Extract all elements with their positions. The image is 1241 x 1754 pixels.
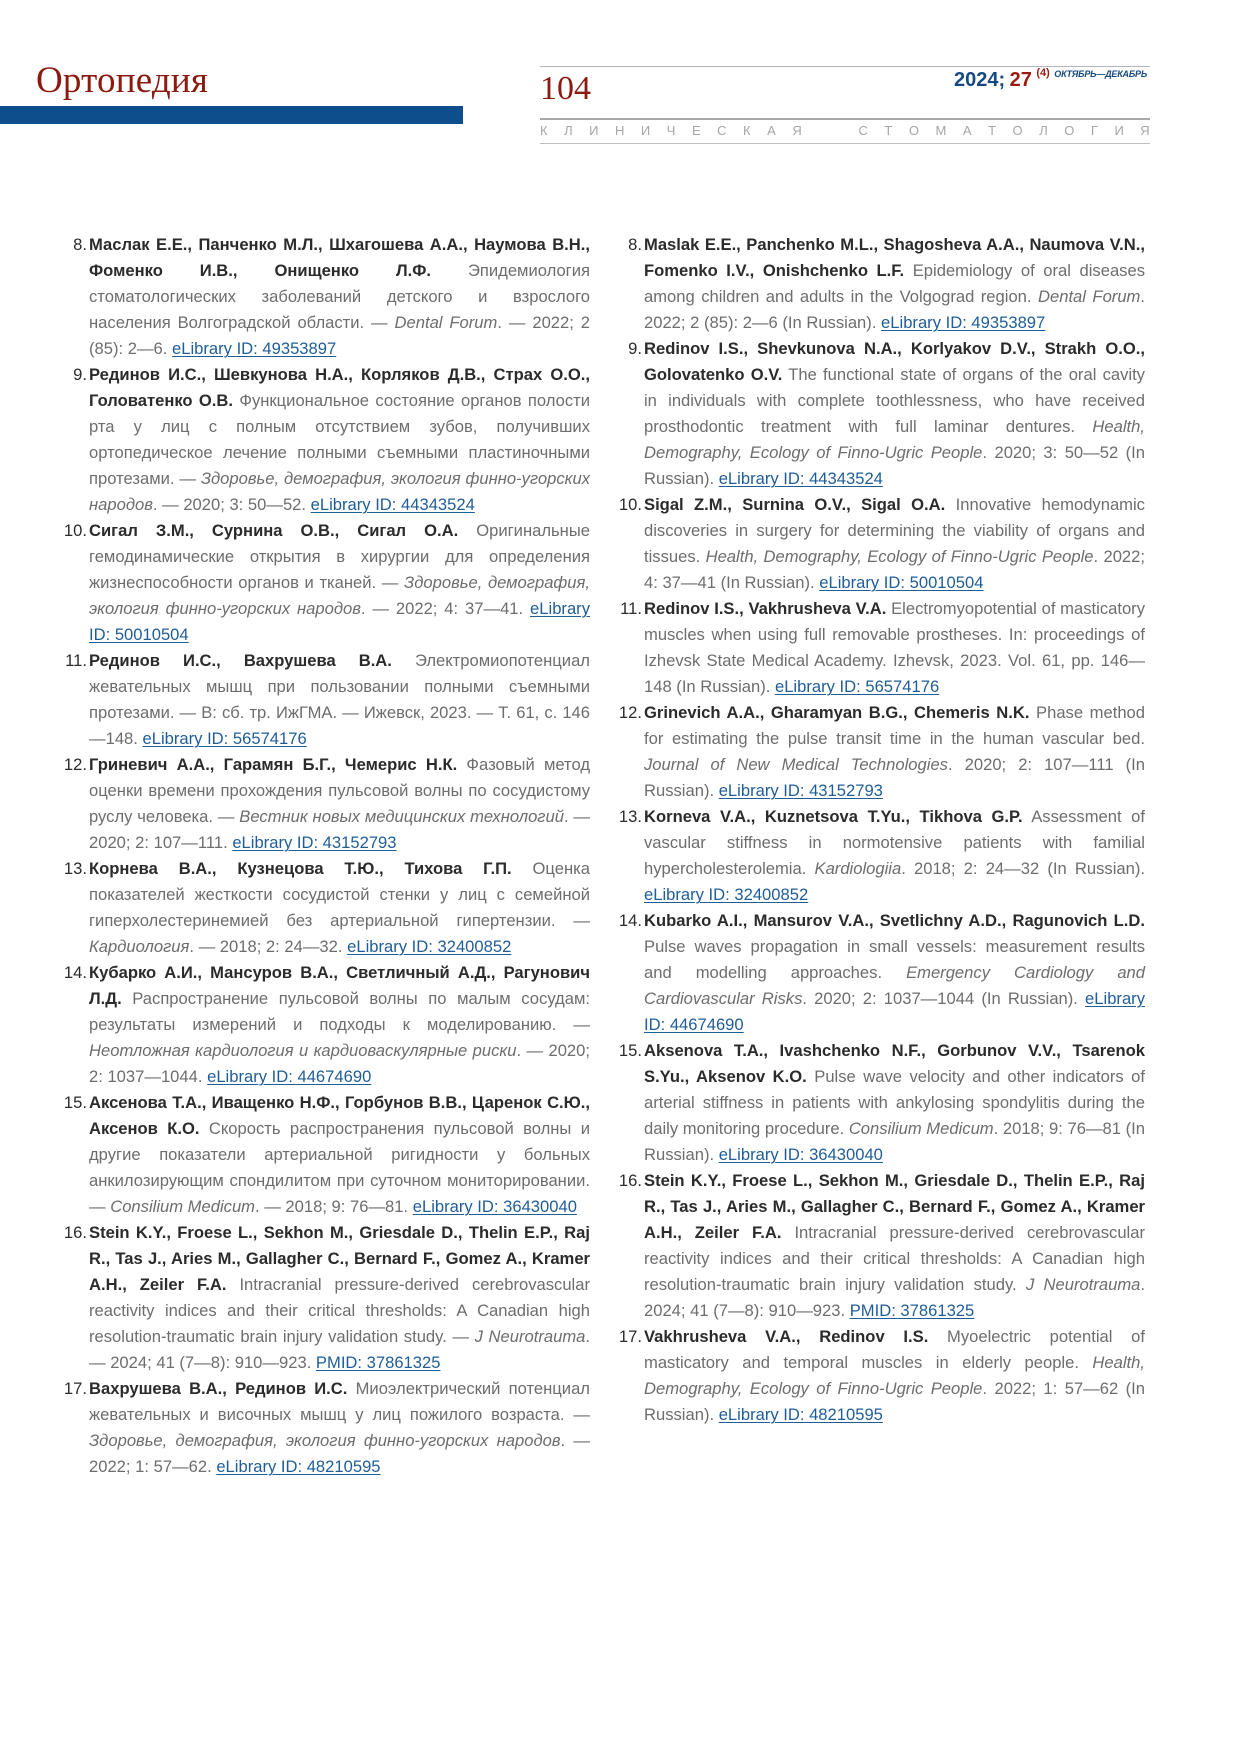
reference-authors: Grinevich A.A., Gharamyan B.G., Chemeris N.K. <box>644 703 1030 722</box>
reference-link[interactable]: eLibrary ID: 50010504 <box>89 599 590 644</box>
reference-item <box>617 1038 1145 1168</box>
reference-item <box>62 856 590 960</box>
issue-year: 2024; <box>954 69 1006 91</box>
reference-link[interactable]: eLibrary ID: 49353897 <box>172 339 337 358</box>
reference-item <box>62 1090 590 1220</box>
reference-title: Оригинальные гемодинамические открытия в хирургии для определения жизнеспособности органов и тканей. — <box>89 521 590 592</box>
references-english <box>617 232 1145 1428</box>
reference-title: Эпидемиология стоматологических заболеваний детского и взрослого населения Волгоградской области. — <box>89 261 590 332</box>
reference-number: 11. <box>620 599 642 618</box>
journal-name-letter: Т <box>988 123 997 138</box>
reference-journal: J Neurotrauma <box>1025 1275 1141 1294</box>
reference-authors: Аксенова Т.А., Иващенко Н.Ф., Горбунов В.В., Царенок С.Ю., Аксенов К.О. <box>89 1093 590 1138</box>
journal-name-letter: О <box>908 123 920 138</box>
reference-item <box>62 1376 590 1480</box>
journal-name-letter: И <box>589 123 599 138</box>
reference-item <box>617 596 1145 700</box>
issue-number: (4) <box>1036 67 1050 79</box>
reference-title: Myoelectric potential of masticatory and temporal muscles in elderly people. <box>644 1327 1145 1372</box>
reference-item <box>617 700 1145 804</box>
reference-authors: Sigal Z.M., Surnina O.V., Sigal O.A. <box>644 495 946 514</box>
reference-title: Intracranial pressure-derived cerebrovascular reactivity indices and their critical thresholds: A Canadian high resolution-traumatic brain injury validation study. — <box>89 1275 590 1346</box>
reference-item <box>617 232 1145 336</box>
reference-journal: Dental Forum <box>394 313 498 332</box>
reference-link[interactable]: eLibrary ID: 32400852 <box>644 885 809 904</box>
journal-name-letter <box>838 124 842 137</box>
journal-name-letter: Т <box>884 123 893 138</box>
reference-journal: Кардиология <box>89 937 190 956</box>
reference-details: . — 2022; 2 (85): 2—6. <box>89 313 590 358</box>
reference-journal: Consilium Medicum <box>848 1119 994 1138</box>
reference-title: Electromyopotential of masticatory muscles when using full removable prostheses. In: proceedings of Izhevsk State Medical Academy. Izhevsk, 2023. Vol. 61, pp. 146—148 (In Russian). <box>644 599 1146 696</box>
reference-link[interactable]: eLibrary ID: 36430040 <box>718 1145 883 1164</box>
journal-name-letter <box>818 124 822 137</box>
reference-journal: Dental Forum <box>1038 287 1141 306</box>
reference-authors: Сигал З.М., Сурнина О.В., Сигал О.А. <box>89 521 459 540</box>
reference-journal: Здоровье, демография, экология финно-угорских народов <box>89 573 590 618</box>
journal-name <box>540 124 1150 137</box>
reference-item <box>617 804 1145 908</box>
section-color-bar <box>0 106 463 124</box>
reference-details: . 2022; 1: 57—62 (In Russian). <box>644 1379 1145 1424</box>
reference-link[interactable]: eLibrary ID: 48210595 <box>718 1405 883 1424</box>
reference-number: 9. <box>628 339 642 358</box>
reference-link[interactable]: eLibrary ID: 44343524 <box>718 469 883 488</box>
journal-name-letter: К <box>743 123 751 138</box>
journal-name-letter: М <box>935 123 947 138</box>
reference-title: Функциональное состояние органов полости рта у лиц с полным отсутствием зубов, получивших ортопедическое лечение полными съемными пластиночными протезами. — <box>89 391 590 488</box>
reference-authors: Aksenova T.A., Ivashchenko N.F., Gorbunov V.V., Tsarenok S.Yu., Aksenov K.O. <box>644 1041 1145 1086</box>
reference-item <box>617 1324 1145 1428</box>
reference-authors: Redinov I.S., Shevkunova N.A., Korlyakov D.V., Strakh O.O., Golovatenko O.V. <box>644 339 1145 384</box>
reference-number: 8. <box>628 235 642 254</box>
journal-name-letter: Г <box>1090 123 1098 138</box>
issue-months: ОКТЯБРЬ—ДЕКАБРЬ <box>1054 69 1147 79</box>
reference-number: 10. <box>618 495 642 514</box>
reference-item <box>62 1220 590 1376</box>
reference-journal: Journal of New Medical Technologies <box>644 755 948 774</box>
reference-link[interactable]: eLibrary ID: 56574176 <box>142 729 307 748</box>
reference-link[interactable]: eLibrary ID: 36430040 <box>412 1197 577 1216</box>
issue-volume: 27 <box>1009 69 1032 91</box>
journal-name-letter: С <box>717 123 727 138</box>
reference-authors: Kubarko A.I., Mansurov V.A., Svetlichny A.D., Ragunovich L.D. <box>644 911 1145 930</box>
journal-name-letter: Я <box>1140 123 1150 138</box>
reference-link[interactable]: eLibrary ID: 48210595 <box>216 1457 381 1476</box>
reference-number: 9. <box>73 365 87 384</box>
reference-details: . — 2020; 3: 50—52. <box>152 495 311 514</box>
reference-number: 13. <box>63 859 87 878</box>
reference-title: Pulse waves propagation in small vessels: measurement results and modelling approaches. <box>644 937 1145 982</box>
reference-number: 12. <box>63 755 87 774</box>
reference-title: Assessment of vascular stiffness in normotensive patients with familial hypercholesterolemia. <box>644 807 1145 878</box>
reference-title: Phase method for estimating the pulse transit time in the human vascular bed. <box>644 703 1146 748</box>
journal-name-letter: О <box>1064 123 1075 138</box>
reference-details: . — 2020; 2: 107—111. <box>89 807 590 852</box>
journal-name-letter: И <box>1114 123 1124 138</box>
reference-item <box>62 648 590 752</box>
journal-name-letter: С <box>858 123 868 138</box>
reference-journal: Здоровье, демография, экология финно-угорских народов <box>89 1431 561 1450</box>
reference-details: . — 2018; 9: 76—81. <box>255 1197 413 1216</box>
journal-name-letter: Е <box>691 123 701 138</box>
reference-journal: Kardiologiia <box>814 859 902 878</box>
reference-details: . — 2020; 2: 1037—1044. <box>89 1041 590 1086</box>
reference-link[interactable]: eLibrary ID: 50010504 <box>819 573 984 592</box>
reference-link[interactable]: eLibrary ID: 49353897 <box>881 313 1046 332</box>
reference-item <box>62 362 590 518</box>
reference-journal: Неотложная кардиология и кардиоваскулярные риски <box>89 1041 517 1060</box>
reference-number: 15. <box>63 1093 87 1112</box>
header-divider-middle <box>540 118 1150 120</box>
journal-name-letter: И <box>640 123 651 138</box>
reference-authors: Маслак Е.Е., Панченко М.Л., Шхагошева А.А., Наумова В.Н., Фоменко И.В., Онищенко Л.Ф. <box>89 235 590 280</box>
reference-number: 10. <box>63 521 87 540</box>
reference-journal: Consilium Medicum <box>110 1197 255 1216</box>
reference-details: . 2018; 2: 24—32 (In Russian). <box>901 859 1145 878</box>
header-divider-top <box>540 66 1150 67</box>
reference-item <box>617 1168 1145 1324</box>
reference-link[interactable]: eLibrary ID: 44674690 <box>644 989 1145 1034</box>
reference-authors: Maslak E.E., Panchenko M.L., Shagosheva A.A., Naumova V.N., Fomenko I.V., Onishchenko L.F. <box>644 235 1145 280</box>
reference-number: 8. <box>73 235 87 254</box>
reference-number: 12. <box>618 703 642 722</box>
reference-link[interactable]: eLibrary ID: 43152793 <box>718 781 883 800</box>
journal-name-letter: К <box>540 123 548 138</box>
reference-number: 11. <box>65 651 87 670</box>
reference-details: . 2020; 3: 50—52 (In Russian). <box>644 443 1145 488</box>
journal-name-letter: А <box>962 123 972 138</box>
reference-item <box>617 492 1145 596</box>
reference-journal: J Neurotrauma <box>474 1327 586 1346</box>
reference-number: 17. <box>63 1379 87 1398</box>
reference-item <box>617 908 1145 1038</box>
journal-name-letter: Я <box>792 123 802 138</box>
journal-name-letter: О <box>1012 123 1023 138</box>
reference-authors: Кубарко А.И., Мансуров В.А., Светличный А.Д., Рагунович Л.Д. <box>89 963 590 1008</box>
reference-journal: Emergency Cardiology and Cardiovascular Risks <box>644 963 1146 1008</box>
reference-journal: Health, Demography, Ecology of Finno-Ugric People <box>644 1353 1145 1398</box>
header-divider-bottom <box>540 143 1150 144</box>
reference-number: 13. <box>618 807 642 826</box>
reference-item <box>62 232 590 362</box>
reference-details: . 2022; 4: 37—41 (In Russian). <box>644 547 1145 592</box>
reference-details: . — 2022; 1: 57—62. <box>89 1431 590 1476</box>
reference-journal: Health, Demography, Ecology of Finno-Ugric People <box>705 547 1094 566</box>
reference-details: . 2020; 2: 107—111 (In Russian). <box>644 755 1145 800</box>
reference-journal: Вестник новых медицинских технологий <box>239 807 564 826</box>
reference-authors: Корнева В.А., Кузнецова Т.Ю., Тихова Г.П. <box>89 859 512 878</box>
reference-title: The functional state of organs of the oral cavity in individuals with complete toothlessness, who have received prosthodontic treatment with full laminar dentures. <box>644 365 1145 436</box>
reference-title: Оценка показателей жесткости сосудистой стенки у лиц с семейной гиперхолестеринемией без артериальной гипертензии. — <box>89 859 590 930</box>
reference-number: 14. <box>618 911 642 930</box>
reference-details: . — 2024; 41 (7—8): 910—923. <box>89 1327 591 1372</box>
reference-link[interactable]: eLibrary ID: 44674690 <box>207 1067 372 1086</box>
reference-authors: Гриневич А.А., Гарамян Б.Г., Чемерис Н.К. <box>89 755 458 774</box>
journal-name-letter: А <box>767 123 776 138</box>
reference-link[interactable]: eLibrary ID: 32400852 <box>347 937 512 956</box>
reference-link[interactable]: eLibrary ID: 56574176 <box>774 677 940 696</box>
reference-details: . 2018; 9: 76—81 (In Russian). <box>644 1119 1145 1164</box>
reference-details: . — 2022; 4: 37—41. <box>360 599 531 618</box>
reference-details: . 2022; 2 (85): 2—6 (In Russian). <box>644 287 1145 332</box>
reference-title: Epidemiology of oral diseases among children and adults in the Volgograd region. <box>644 261 1146 306</box>
section-title: Ортопедия <box>36 60 209 101</box>
journal-name-letter: Л <box>1039 123 1048 138</box>
reference-details: . 2020; 2: 1037—1044 (In Russian). <box>802 989 1086 1008</box>
reference-title: Pulse wave velocity and other indicators of arterial stiffness in patients with ankylosing spondylitis during the daily monitoring procedure. <box>644 1067 1146 1138</box>
references-russian <box>62 232 590 1480</box>
reference-item <box>62 518 590 648</box>
reference-title: Intracranial pressure-derived cerebrovascular reactivity indices and their critical thresholds: A Canadian high resolution-traumatic brain injury validation study. <box>644 1223 1145 1294</box>
reference-authors: Stein K.Y., Froese L., Sekhon M., Griesdale D., Thelin E.P., Raj R., Tas J., Aries M., Gallagher C., Bernard F., Gomez A., Kramer A.H., Zeiler F.A. <box>89 1223 590 1294</box>
reference-title: Innovative hemodynamic discoveries in surgery for determining the viability of organs and tissues. <box>644 495 1145 566</box>
reference-authors: Korneva V.A., Kuznetsova T.Yu., Tikhova G.P. <box>644 807 1023 826</box>
reference-item <box>617 336 1145 492</box>
reference-title: Скорость распространения пульсовой волны и другие показатели артериальной ригидности у больных анкилозирующим спондилитом при суточном мониторировании. — <box>89 1119 590 1216</box>
reference-item <box>62 752 590 856</box>
reference-number: 15. <box>618 1041 642 1060</box>
reference-authors: Рединов И.С., Вахрушева В.А. <box>89 651 392 670</box>
reference-number: 14. <box>63 963 87 982</box>
reference-authors: Stein K.Y., Froese L., Sekhon M., Griesdale D., Thelin E.P., Raj R., Tas J., Aries M., Gallagher C., Bernard F., Gomez A., Kramer A.H., Zeiler F.A. <box>644 1171 1145 1242</box>
reference-number: 16. <box>63 1223 87 1242</box>
issue-info <box>954 67 1147 91</box>
reference-link[interactable]: PMID: 37861325 <box>849 1301 975 1320</box>
reference-details: . — 2018; 2: 24—32. <box>189 937 348 956</box>
reference-number: 17. <box>618 1327 642 1346</box>
reference-title: Распространение пульсовой волны по малым сосудам: результаты измерений и подходы к моделированию. — <box>89 989 590 1034</box>
reference-link[interactable]: eLibrary ID: 44343524 <box>310 495 475 514</box>
reference-authors: Redinov I.S., Vakhrusheva V.A. <box>644 599 887 618</box>
reference-authors: Vakhrusheva V.A., Redinov I.S. <box>644 1327 929 1346</box>
journal-name-letter: Н <box>615 123 625 138</box>
reference-authors: Вахрушева В.А., Рединов И.С. <box>89 1379 348 1398</box>
reference-authors: Рединов И.С., Шевкунова Н.А., Корляков Д.В., Страх О.О., Головатенко О.В. <box>89 365 590 410</box>
reference-number: 16. <box>618 1171 642 1190</box>
reference-title: Электромиопотенциал жевательных мышц при пользовании полными съемными протезами. — В: сб. тр. ИжГМА. — Ижевск, 2023. — Т. 61, с. 146—148. <box>89 651 590 748</box>
reference-link[interactable]: PMID: 37861325 <box>315 1353 441 1372</box>
reference-journal: Health, Demography, Ecology of Finno-Ugric People <box>644 417 1145 462</box>
reference-title: Миоэлектрический потенциал жевательных и височных мышц у лиц пожилого возраста. — <box>89 1379 590 1424</box>
reference-title: Фазовый метод оценки времени прохождения пульсовой волны по сосудистому руслу человека. — <box>89 755 590 826</box>
reference-details: . 2024; 41 (7—8): 910—923. <box>644 1275 1146 1320</box>
journal-name-letter: Ч <box>666 123 676 138</box>
reference-item <box>62 960 590 1090</box>
journal-name-letter: Л <box>564 123 573 138</box>
page-number: 104 <box>540 70 591 107</box>
reference-link[interactable]: eLibrary ID: 43152793 <box>232 833 397 852</box>
reference-journal: Здоровье, демография, экология финно-угорских народов <box>89 469 590 514</box>
